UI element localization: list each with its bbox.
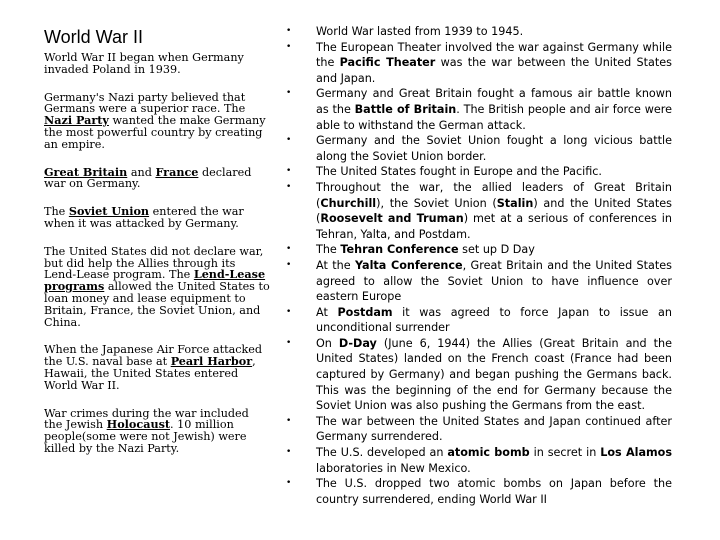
bullet-list xyxy=(286,24,672,507)
list-item-text: ) met at a serious of conferences in Tehran, Yalta, and Postdam. xyxy=(316,212,672,241)
term-d-day: D-Day xyxy=(338,336,377,350)
paragraph-text: When the Japanese Air Force attacked the U.S. naval base at xyxy=(44,343,263,369)
paragraph-text: The xyxy=(44,205,69,219)
list-item-text: The war between the United States and Japan continued after Germany surrendered. xyxy=(316,414,672,444)
term-pearl-harbor: Pearl Harbor xyxy=(170,354,253,369)
paragraph-text: wanted the make Germany the most powerful country by creating an empire. xyxy=(44,114,266,151)
list-item-text: laboratories in New Mexico. xyxy=(316,461,471,475)
list-item-text: The U.S. developed an xyxy=(316,446,448,460)
list-item xyxy=(286,86,672,133)
term-los-alamos: Los Alamos xyxy=(600,446,672,460)
paragraph-holocaust xyxy=(44,408,270,455)
right-column xyxy=(286,24,672,507)
list-item xyxy=(286,180,672,242)
paragraph-nazi-party xyxy=(44,92,270,151)
list-item-text: The United States fought in Europe and the Pacific. xyxy=(316,165,602,179)
list-item-text: (June 6, 1944) the Allies (Great Britain and the United States) landed on the French coast (France had been captured by Germany) and began pushing the Germans back. This was the beginning of the end for Germany because the Soviet Union was also pushing the Germans from the east. xyxy=(316,336,673,413)
paragraph-text: declared war on Germany. xyxy=(44,165,252,191)
list-item xyxy=(286,133,672,164)
term-nazi-party: Nazi Party xyxy=(44,113,109,128)
paragraph-soviet-union xyxy=(44,206,270,230)
list-item xyxy=(286,305,672,336)
list-item-text: ), the Soviet Union ( xyxy=(376,196,497,210)
paragraph-text: The United States did not declare war, but did help the Allies through its Lend-Lease program. The xyxy=(44,244,264,282)
paragraph-text: entered the war when it was attacked by Germany. xyxy=(44,205,244,230)
list-item xyxy=(286,258,672,305)
term-holocaust: Holocaust xyxy=(106,417,171,432)
term-lend-lease: Lend-Lease programs xyxy=(44,267,266,294)
page-title: World War II xyxy=(44,27,144,47)
list-item xyxy=(286,40,672,87)
term-france: France xyxy=(155,164,199,179)
list-item-text: , Great Britain and the United States agreed to allow the Soviet Union to have influence over eastern Europe xyxy=(316,258,672,304)
paragraph-text: Germany's Nazi party believed that Germans were a superior race. The xyxy=(44,90,246,116)
list-item-text: World War lasted from 1939 to 1945. xyxy=(316,25,524,38)
list-item xyxy=(286,24,672,40)
list-item-text: The U.S. dropped two atomic bombs on Japan before the country surrendered, ending World War II xyxy=(316,477,672,506)
list-item xyxy=(286,476,672,507)
paragraph-lend-lease xyxy=(44,246,270,329)
list-item-text: At xyxy=(316,305,338,319)
paragraph-declared-war xyxy=(44,164,270,191)
paragraph-text: and xyxy=(127,165,156,179)
term-roosevelt-truman: Roosevelt and Truman xyxy=(320,212,464,226)
list-item-text: At the xyxy=(316,258,355,272)
term-soviet-union: Soviet Union xyxy=(68,204,150,219)
list-item-text: The European Theater involved the war against Germany while the xyxy=(316,40,672,70)
list-item-text: Germany and the Soviet Union fought a long vicious battle along the Soviet Union border. xyxy=(316,134,672,163)
paragraph-text: . 10 million people(some were not Jewish) were killed by the Nazi Party. xyxy=(44,418,247,455)
term-churchill: Churchill xyxy=(320,196,377,210)
list-item-text: was the war between the United States and Japan. xyxy=(316,56,672,85)
list-item xyxy=(286,414,672,445)
term-atomic-bomb: atomic bomb xyxy=(447,446,530,460)
term-postdam: Postdam xyxy=(337,305,393,319)
list-item xyxy=(286,336,672,414)
paragraph-text: World War II began when Germany invaded Poland in 1939. xyxy=(44,51,244,76)
list-item xyxy=(286,445,672,476)
list-item-text: . The British people and air force were able to withstand the German attack. xyxy=(316,102,672,132)
list-item-text: Throughout the war, the allied leaders of Great Britain ( xyxy=(316,180,672,210)
paragraph-start-of-war xyxy=(44,52,270,76)
term-stalin: Stalin xyxy=(496,196,534,210)
term-pacific-theater: Pacific Theater xyxy=(339,56,436,70)
list-item-text: ) and the United States ( xyxy=(316,196,673,226)
list-item-text: The xyxy=(316,243,341,257)
paragraph-text: War crimes during the war included the Jewish xyxy=(44,406,249,432)
list-item xyxy=(286,164,672,180)
term-battle-of-britain: Battle of Britain xyxy=(354,102,457,116)
term-yalta-conference: Yalta Conference xyxy=(354,258,463,272)
paragraph-text: , Hawaii, the United States entered World War II. xyxy=(44,355,256,392)
paragraph-text: allowed the United States to loan money and lease equipment to Britain, France, the Soviet Union, and China. xyxy=(44,280,270,329)
list-item-text: it was agreed to force Japan to issue an unconditional surrender xyxy=(316,305,672,335)
list-item xyxy=(286,242,672,258)
term-great-britain: Great Britain xyxy=(44,164,128,179)
list-item-text: in secret in xyxy=(529,446,601,460)
list-item-text: On xyxy=(316,336,339,350)
list-item-text: set up D Day xyxy=(458,243,535,257)
left-column xyxy=(44,26,270,455)
paragraph-pearl-harbor xyxy=(44,344,270,391)
list-item-text: Germany and Great Britain fought a famous air battle known as the xyxy=(316,87,672,116)
term-tehran-conference: Tehran Conference xyxy=(340,243,459,257)
